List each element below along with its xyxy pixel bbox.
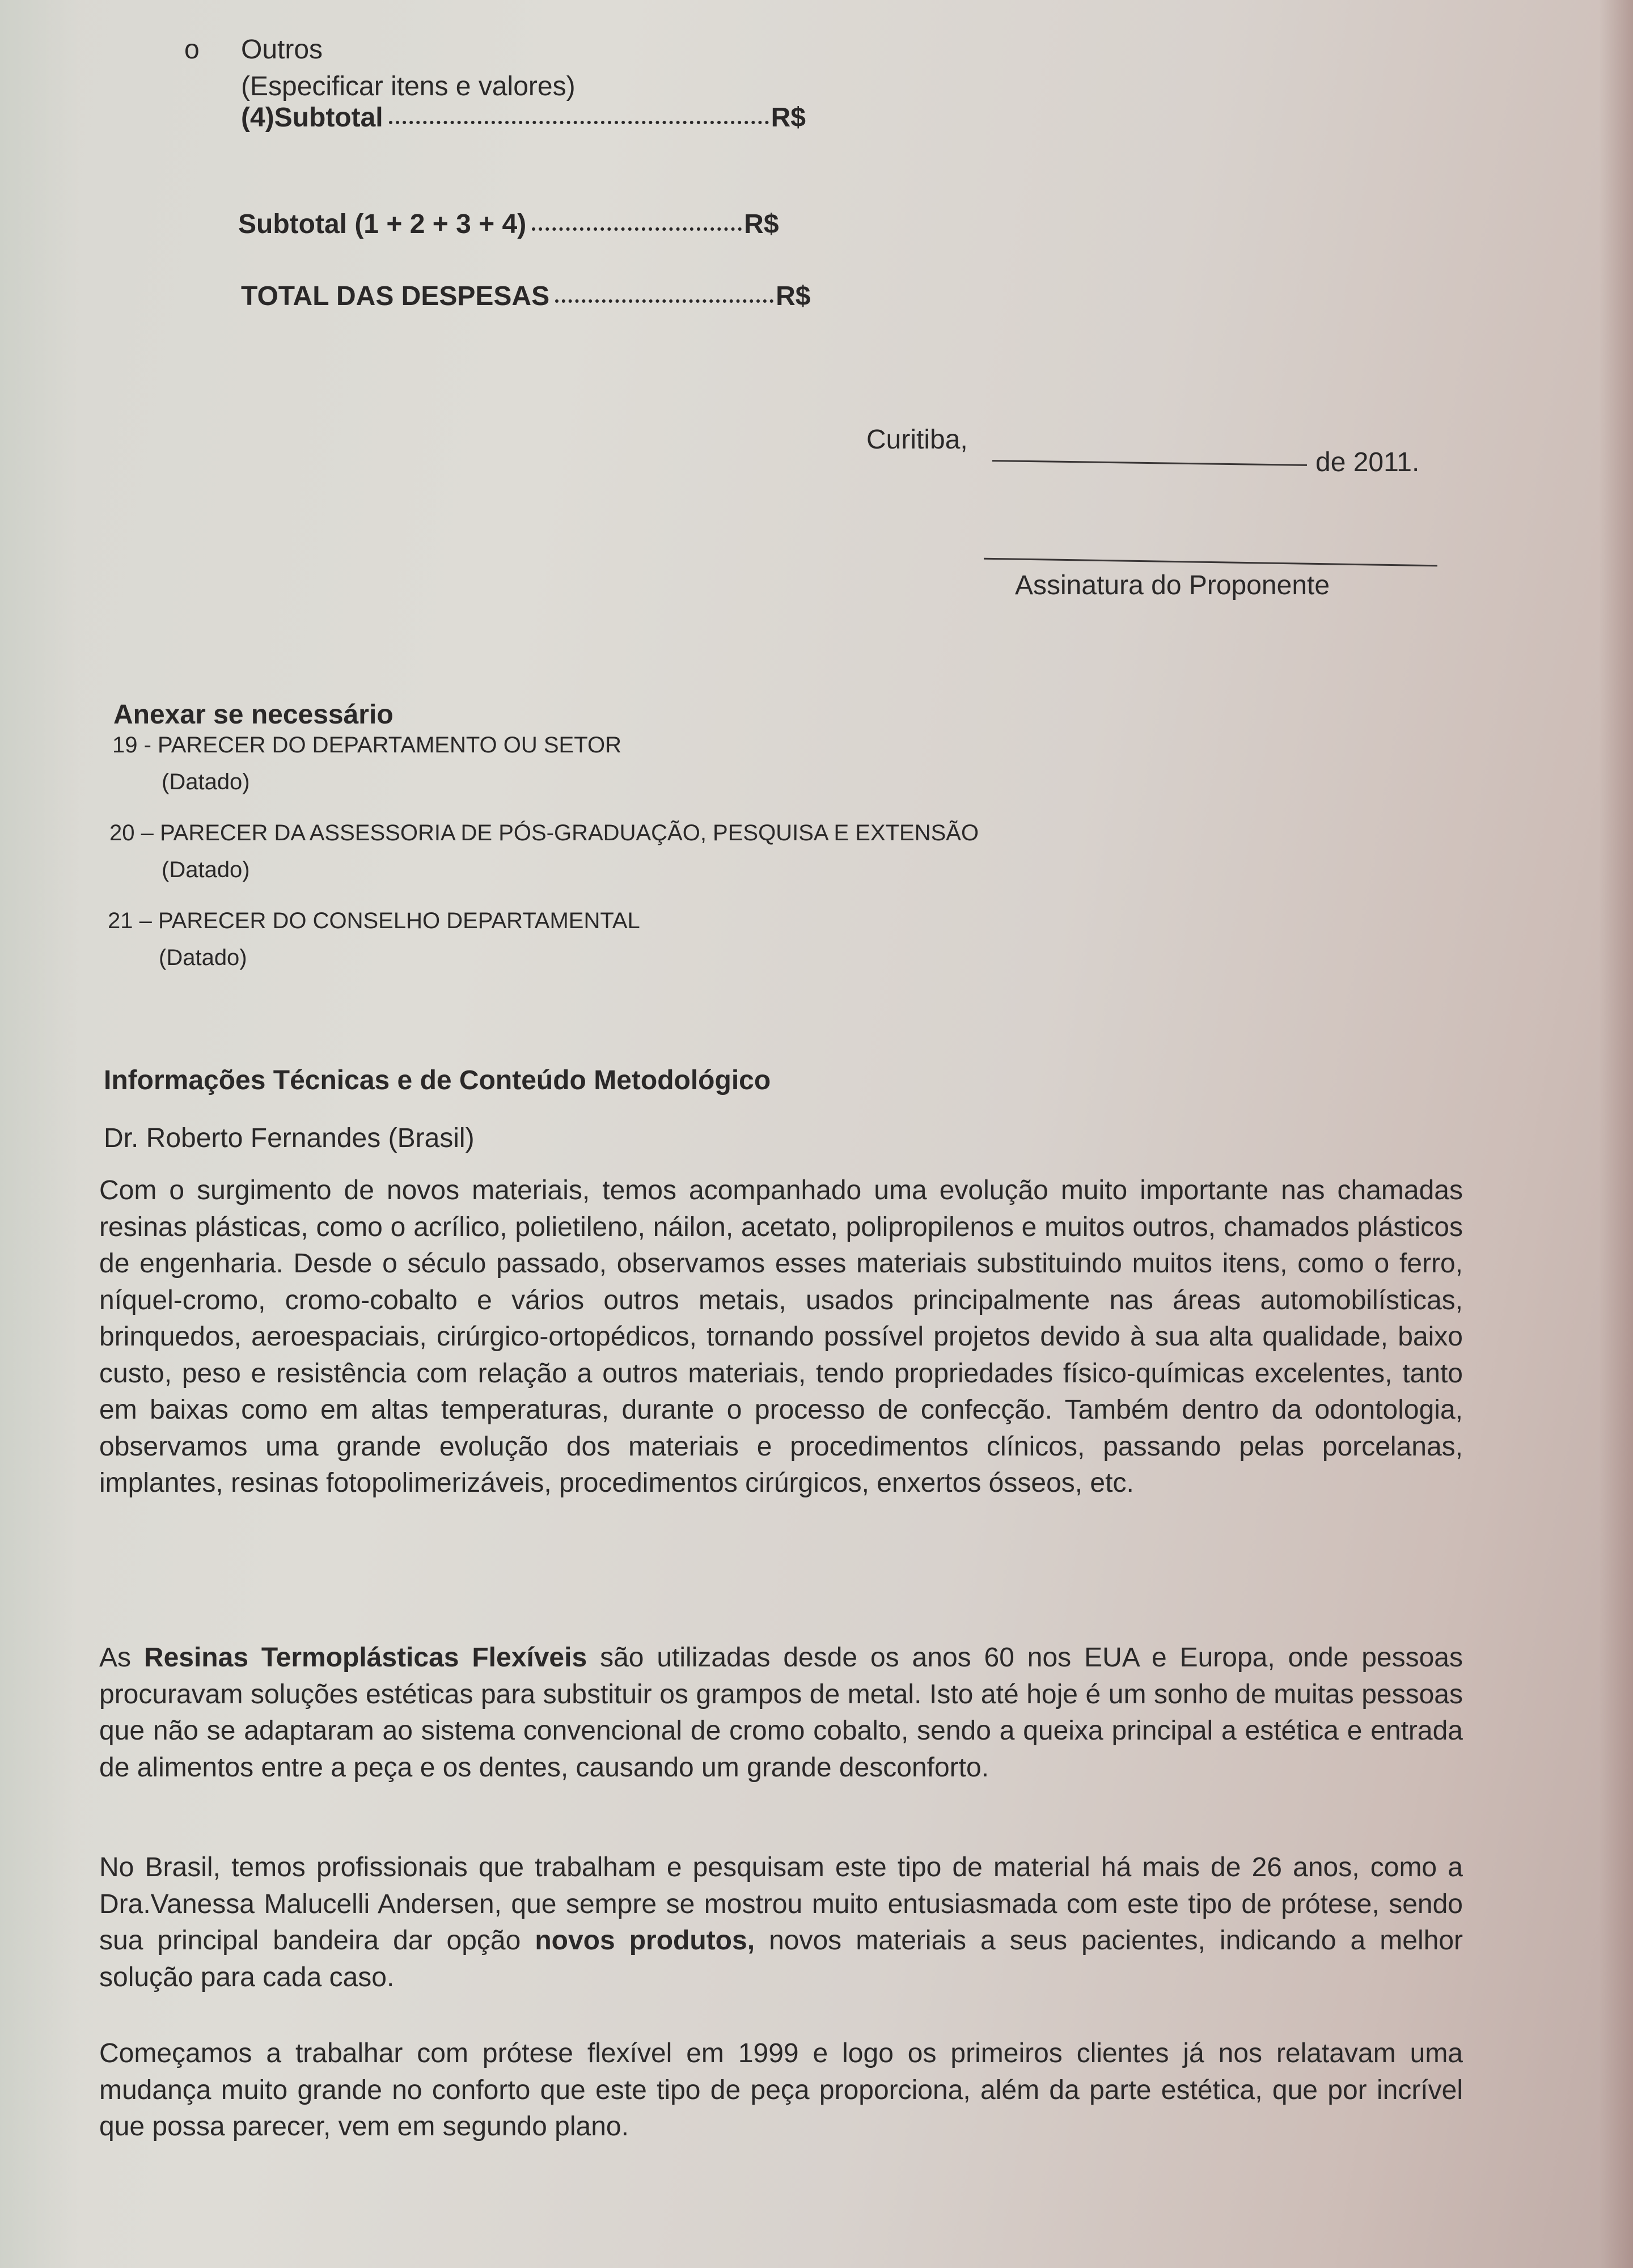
p2-text: são utilizadas desde os anos 60 nos EUA e Europa, onde pessoas procuravam soluções estéticas para substituir os grampos de metal. Isto até hoje é um sonho de muitas pessoas que não se adaptaram ao sistema convencional de cromo cobalto, sendo a queixa principal a estética e entrada de alimentos entre a peça e os dentes, causando um grande desconforto. — [99, 1643, 1463, 1783]
other-label: Outros — [241, 35, 323, 65]
bullet-icon: o — [184, 35, 200, 65]
date-blank-line[interactable] — [992, 460, 1307, 466]
total-currency: R$ — [776, 281, 811, 311]
subtotal-4-row — [241, 102, 806, 133]
signature-line[interactable] — [984, 558, 1437, 567]
article-author: Dr. Roberto Fernandes (Brasil) — [104, 1123, 475, 1153]
subtotal-all-currency: R$ — [744, 209, 779, 239]
p3-text-end: novos materiais a seus pacientes, indicando a melhor solução para cada caso. — [99, 1926, 1463, 1992]
year-label: de 2011. — [1315, 447, 1420, 477]
attachment-item-note: (Datado) — [159, 945, 247, 970]
attachment-item-label: 19 - PARECER DO DEPARTAMENTO OU SETOR — [112, 733, 621, 758]
subtotal-all-row — [238, 209, 779, 240]
dotted-leader — [389, 121, 769, 124]
p3-text-start: No Brasil, temos profissionais que trabalham e pesquisam este tipo de material há mais de 26 anos, como a Dra.Vanessa Malucelli Andersen, que sempre se mostrou muito entusiasmada com este tipo de prótese, sendo sua principal bandeira dar opção — [99, 1852, 1463, 1956]
attachment-item-label: 20 – PARECER DA ASSESSORIA DE PÓS-GRADUAÇÃO, PESQUISA E EXTENSÃO — [109, 820, 979, 845]
dotted-leader — [555, 299, 773, 303]
attachment-item-note: (Datado) — [162, 857, 250, 882]
article-paragraph-1: Com o surgimento de novos materiais, temos acompanhado uma evolução muito importante nas chamadas resinas plásticas, como o acrílico, polietileno, náilon, acetato, polipropilenos e muitos outros, chamados plásticos de engenharia. Desde o século passado, observamos esses materiais substituindo muitos itens, como o ferro, níquel-cromo, cromo-cobalto e vários outros metais, usados principalmente nas áreas automobilísticas, brinquedos, aeroespaciais, cirúrgico-ortopédicos, tornando possível projetos devido à sua alta qualidade, baixo custo, peso e resistência com relação a outros materiais, tendo propriedades físico-químicas excelentes, tanto em baixas como em altas temperaturas, durante o processo de confecção. Também dentro da odontologia, observamos uma grande evolução dos materiais e procedimentos clínicos, passando pelas porcelanas, implantes, resinas fotopolimerizáveis, procedimentos cirúrgicos, enxertos ósseos, etc. — [99, 1175, 1463, 1498]
p2-prefix: As — [99, 1643, 132, 1673]
total-row — [241, 281, 810, 312]
dotted-leader — [532, 227, 742, 231]
attachment-item-note: (Datado) — [162, 769, 250, 794]
attachments-heading: Anexar se necessário — [113, 700, 394, 730]
subtotal-4-currency: R$ — [771, 103, 806, 133]
article-heading: Informações Técnicas e de Conteúdo Metodológico — [104, 1065, 771, 1095]
article-paragraph-4: Começamos a trabalhar com prótese flexível em 1999 e logo os primeiros clientes já nos relatavam uma mudança muito grande no conforto que este tipo de peça proporciona, além da parte estética, que por incrível que possa parecer, vem em segundo plano. — [99, 2038, 1463, 2142]
paper-shadow-right — [1599, 0, 1633, 2268]
article-paragraph-3 — [99, 1850, 1463, 1996]
city-label: Curitiba, — [866, 425, 968, 455]
attachment-item-label: 21 – PARECER DO CONSELHO DEPARTAMENTAL — [108, 908, 640, 933]
subtotal-4-label: (4)Subtotal — [241, 103, 383, 133]
article-paragraph-2 — [99, 1640, 1463, 1786]
p3-bold-term: novos produtos, — [535, 1926, 755, 1956]
subtotal-all-label: Subtotal (1 + 2 + 3 + 4) — [238, 209, 527, 239]
total-label: TOTAL DAS DESPESAS — [241, 281, 550, 311]
other-hint: (Especificar itens e valores) — [241, 71, 576, 101]
p2-bold-term: Resinas Termoplásticas Flexíveis — [143, 1643, 587, 1673]
signature-caption: Assinatura do Proponente — [1015, 570, 1330, 600]
paper-shadow-left — [0, 0, 79, 2268]
